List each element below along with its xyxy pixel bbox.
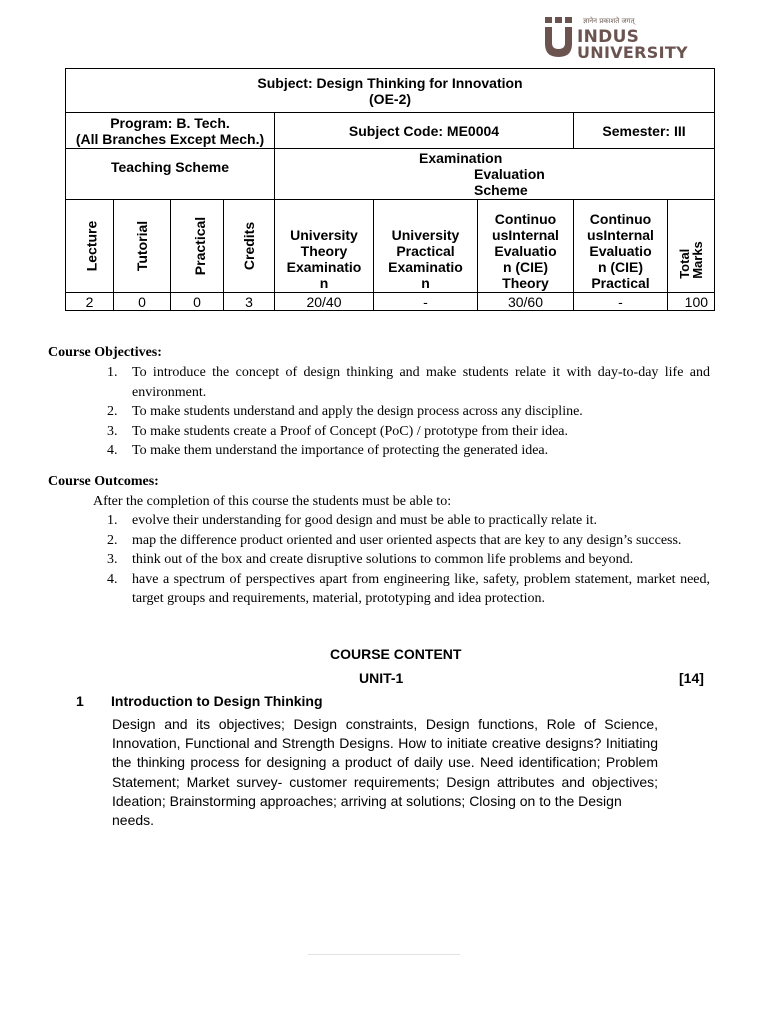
list-item-text: To make students understand and apply the design process across any discipline. [132,404,583,419]
table-row [66,113,715,149]
table-row [66,293,715,311]
subject-title: Subject: Design Thinking for Innovation [257,74,523,91]
list-item [107,550,710,570]
syllabus-table [65,68,715,311]
col-cie-theory-l2: usInternal [492,227,559,243]
list-item-number: 4. [107,443,118,458]
list-item-text: think out of the box and create disruptive solutions to common life problems and beyond. [132,552,634,567]
practical-value: 0 [171,293,224,311]
subject-title-cell [66,69,715,113]
list-item-number: 3. [107,552,118,567]
tutorial-value: 0 [114,293,171,311]
outcomes-list [107,511,710,609]
col-univ-theory-header [275,200,374,293]
exam-scheme-cell [275,149,715,200]
subject-code-cell: Subject Code: ME0004 [275,113,574,149]
col-univ-practical-l2: Practical [396,243,455,259]
col-practical-header [171,200,224,293]
objectives-list [107,363,710,461]
col-univ-theory-l3: Examinatio [286,259,362,275]
logo-text-indus: INDUS [577,27,640,47]
col-cie-practical-l4: n (CIE) [597,259,644,275]
col-cie-theory-l3: Evaluatio [494,243,557,259]
col-cie-practical-header [574,200,668,293]
col-cie-theory-l5: Theory [502,275,549,291]
footer-divider [308,954,460,955]
list-item [107,441,710,461]
subject-oe: (OE-2) [369,90,412,107]
outcomes-title: Course Outcomes: [48,474,159,489]
list-item-number: 2. [107,404,118,419]
exam-scheme-line2: Evaluation [474,166,545,182]
list-item-text: To introduce the concept of design thinking and make students relate it with day-to-day life and environment. [132,365,710,400]
list-item [107,531,710,551]
objectives-title: Course Objectives: [48,345,162,360]
list-item-text: map the difference product oriented and user oriented aspects that are key to any design’s success. [132,532,682,548]
semester-cell: Semester: III [574,113,715,149]
topic-body-main: Design and its objectives; Design constraints, Design functions, Role of Science, Innovation, Functional and Strength Designs. How to initiate creative designs? Initiating the thinking process for designing a product of daily use. Need identification; Problem Statement; Market survey- customer requirements; Design attributes and objectives; Ideation; Brainstorming approaches; arriving at solutions; Closing on to the Design [112,716,658,809]
topic-body [112,715,658,830]
exam-scheme-line1: Examination [419,150,503,166]
program-line2: (All Branches Except Mech.) [75,130,265,147]
topic-title: Introduction to Design Thinking [111,693,323,709]
table-header-row [66,200,715,293]
col-tutorial-header [114,200,171,293]
col-total-l1: Total [677,248,693,279]
col-univ-theory-l2: Theory [300,243,348,259]
col-practical-label: Practical [192,216,209,276]
list-item-number: 1. [107,365,118,380]
col-cie-practical-l5: Practical [591,275,650,291]
list-item-number: 4. [107,571,118,587]
col-cie-theory-header [478,200,574,293]
list-item [107,422,710,442]
logo-text-university: UNIVERSITY [577,43,688,62]
list-item-text: have a spectrum of perspectives apart from engineering like, safety, problem statement, market need, target groups and requirements, material, prototyping and idea protection. [132,571,710,606]
university-logo [544,16,704,60]
list-item [107,511,710,531]
col-univ-theory-l4: n [319,275,329,291]
teaching-scheme-cell: Teaching Scheme [66,149,275,200]
program-line1: Program: B. Tech. [110,114,230,131]
univ-theory-value: 20/40 [275,293,374,311]
col-univ-practical-header [374,200,478,293]
col-cie-practical-l1: Continuo [589,211,652,227]
univ-practical-value: - [374,293,478,311]
list-item-number: 2. [107,532,118,548]
topic-number: 1 [76,693,84,709]
col-total-header [668,200,715,293]
cie-theory-value: 30/60 [478,293,574,311]
col-lecture-header [66,200,114,293]
col-tutorial-label: Tutorial [133,220,150,272]
course-content-heading: COURSE CONTENT [330,646,462,662]
exam-scheme-line3: Scheme [474,182,528,198]
col-cie-practical-l2: usInternal [587,227,654,243]
list-item [107,570,710,609]
col-cie-theory-l4: n (CIE) [502,259,549,275]
program-cell [66,113,275,149]
list-item-number: 1. [107,513,118,528]
topic-body-tail: needs. [112,812,155,829]
lecture-value: 2 [66,293,114,311]
col-cie-theory-l1: Continuo [494,211,557,227]
list-item-text: To make them understand the importance of protecting the generated idea. [132,443,549,458]
total-value: 100 [668,293,715,311]
unit-hours: [14] [679,670,704,686]
list-item [107,402,710,422]
credits-value: 3 [224,293,275,311]
table-row [66,69,715,113]
col-univ-theory-l1: University [290,227,358,243]
list-item-text: evolve their understanding for good design and must be able to practically relate it. [132,513,597,528]
col-univ-practical-l1: University [391,227,460,243]
list-item [107,363,710,402]
col-cie-practical-l3: Evaluatio [589,243,652,259]
col-credits-header [224,200,275,293]
col-total-label [678,241,704,279]
cie-practical-value: - [574,293,668,311]
col-lecture-label: Lecture [83,220,100,272]
unit-heading: UNIT-1 [359,670,404,686]
logo-tagline: ज्ञानेन प्रकाशते जगत् [583,17,635,25]
outcomes-intro: After the completion of this course the students must be able to: [93,494,452,509]
col-credits-label: Credits [240,221,257,271]
col-univ-practical-l3: Examinatio [388,259,463,275]
col-univ-practical-l4: n [421,275,430,291]
indus-logo-icon [544,17,574,57]
topic-body-text [112,715,658,811]
list-item-number: 3. [107,423,118,439]
table-row [66,149,715,200]
list-item-text: To make students create a Proof of Concept (PoC) / prototype from their idea. [132,423,569,439]
col-total-l2: Marks [690,241,706,279]
